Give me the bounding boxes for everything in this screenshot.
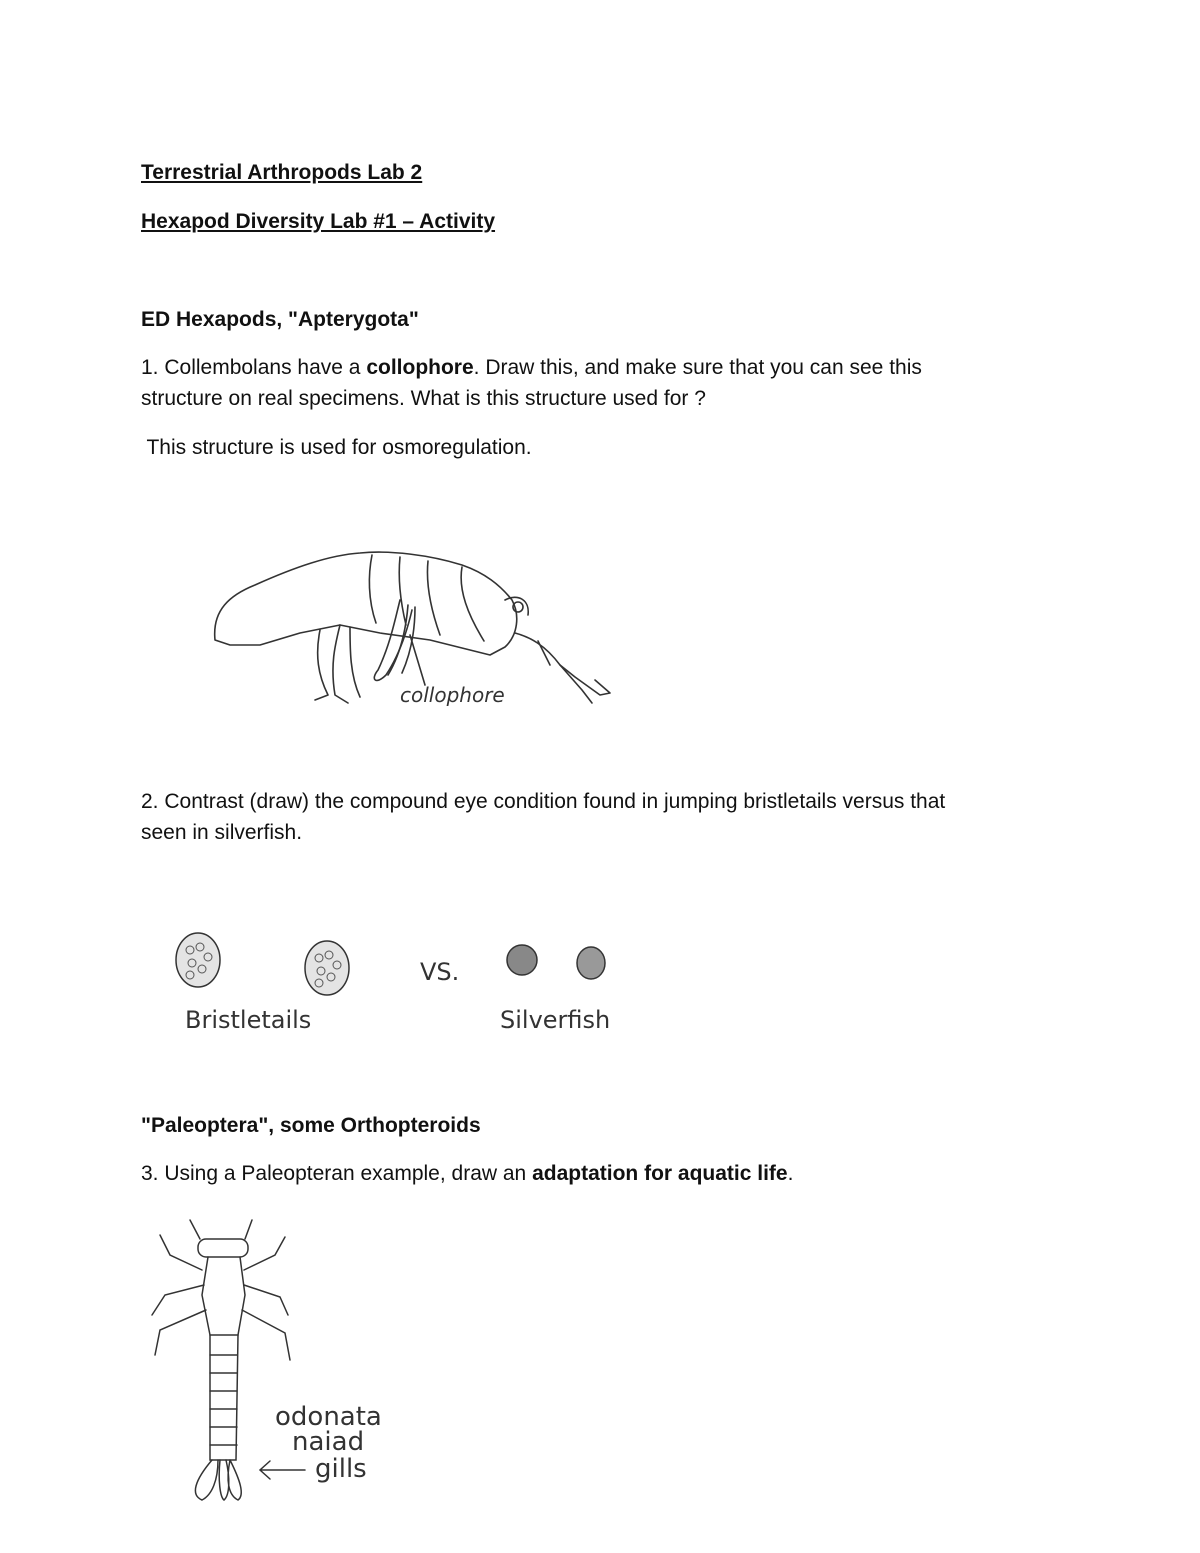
question-3-text-b: . [787,1162,794,1185]
question-2-line-1: 2. Contrast (draw) the compound eye condition found in jumping bristletails versus that [141,790,946,813]
naiad-head [198,1239,248,1257]
question-1-text-b: . Draw this, and make sure that you can see this [473,356,922,379]
question-3 [141,1159,793,1189]
vs-label: VS. [420,958,460,986]
naiad-leg [160,1235,202,1270]
question-3-text-a: 3. Using a Paleopteran example, draw an [141,1162,533,1185]
section-heading-apterygota: ED Hexapods, "Apterygota" [141,308,419,331]
gills-arrow [260,1461,305,1479]
odonata-label: odonata [275,1402,382,1432]
doc-title: Terrestrial Arthropods Lab 2 [141,161,423,184]
silverfish-eye-2 [577,947,605,979]
question-1-text-a: 1. Collembolans have a [141,356,367,379]
gills-label: gills [315,1454,367,1484]
answer-1: This structure is used for osmoregulation. [141,436,532,459]
question-3-keyword: adaptation for aquatic life [532,1162,788,1185]
question-2-line-2: seen in silverfish. [141,821,303,844]
bristletails-label: Bristletails [185,1006,312,1034]
doc-subtitle: Hexapod Diversity Lab #1 – Activity [141,210,496,233]
bristletail-eye-2 [305,941,349,995]
collembolan-drawing [200,515,630,715]
odonata-naiad-drawing [140,1215,440,1505]
bristletail-eye-1 [176,933,220,987]
collophore-label: collophore [400,683,505,707]
silverfish-label: Silverfish [500,1006,611,1034]
question-1-keyword: collophore [366,356,474,379]
question-1-line-1 [141,353,922,383]
naiad-label: naiad [292,1427,365,1457]
silverfish-eye-1 [507,945,537,975]
compound-eye-drawing [170,925,630,1040]
naiad-abdomen [210,1335,238,1460]
section-heading-paleoptera: "Paleoptera", some Orthopteroids [141,1114,481,1137]
question-1-line-2: structure on real specimens. What is this structure used for ? [141,387,706,410]
caudal-gill [195,1460,218,1500]
